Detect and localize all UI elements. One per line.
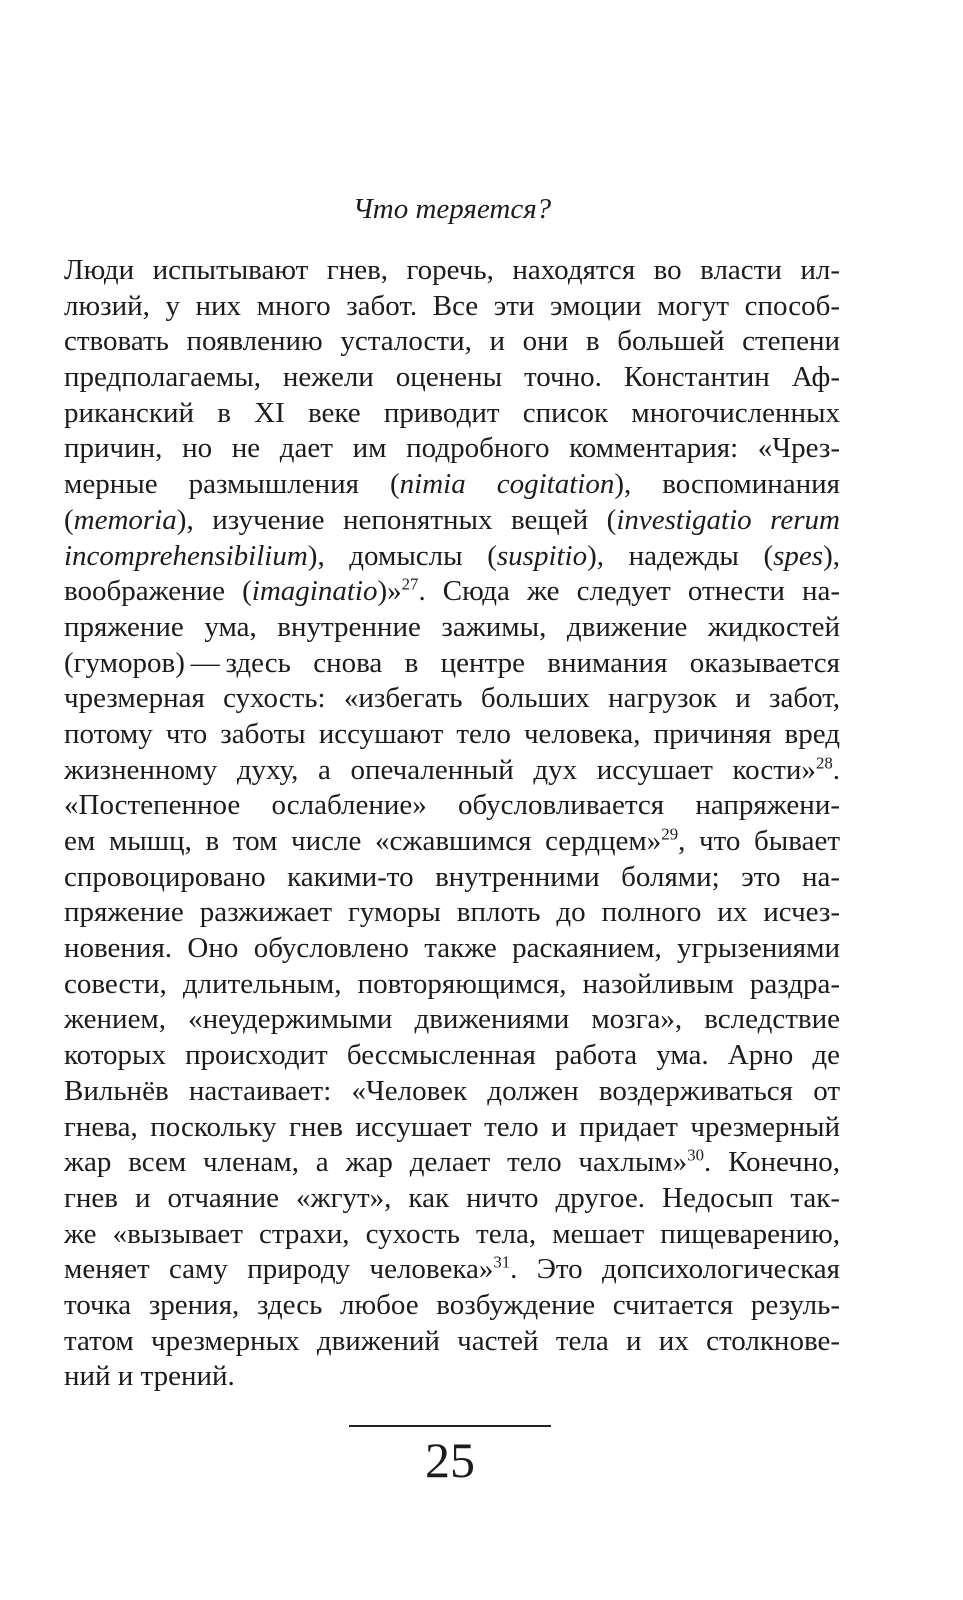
line-text (64, 1325, 840, 1357)
text-line (64, 574, 840, 610)
text-run: ем мышц, в том числе «сжавшимся сердцем» (64, 825, 662, 857)
text-line (64, 753, 840, 789)
text-line (64, 1359, 840, 1395)
line-text (64, 468, 840, 500)
text-line (64, 717, 840, 753)
line-text (64, 1075, 840, 1107)
text-line (64, 1074, 840, 1110)
text-run: предполагаемы, нежели оценены точно. Константин Аф- (64, 361, 840, 394)
line-text (64, 896, 840, 928)
text-line (64, 324, 840, 360)
line-text (64, 1218, 840, 1250)
text-line (64, 503, 840, 539)
text-line (64, 931, 840, 967)
line-text (64, 1360, 235, 1392)
line-text (64, 825, 840, 857)
text-run: которых происходит бессмысленная работа ума. Арно де (64, 1039, 840, 1072)
footnote-ref: 27 (401, 574, 419, 594)
italic-run: incomprehensibilium (64, 539, 308, 572)
italic-run: nimia cogitation (399, 468, 615, 501)
footnote-ref: 28 (815, 753, 833, 773)
text-run: ), изучение непонятных вещей ( (176, 503, 617, 536)
text-line (64, 681, 840, 717)
line-text (64, 504, 840, 536)
text-line (64, 467, 840, 503)
text-run: ствовать появлению усталости, и они в большей степени (64, 325, 840, 358)
text-run: Люди испытывают гнев, горечь, находятся во власти ил- (64, 254, 840, 286)
text-line (64, 1110, 840, 1146)
line-text (64, 1289, 840, 1321)
text-run: ), (823, 539, 841, 572)
text-line (64, 1252, 840, 1288)
line-text (64, 682, 840, 714)
text-line (64, 610, 840, 646)
line-text (64, 789, 840, 821)
italic-run: memoria (73, 503, 177, 536)
text-line (64, 1181, 840, 1217)
text-run: «Постепенное ослабление» обусловливается напряжени- (64, 789, 840, 822)
text-line (64, 646, 840, 682)
text-run: точка зрения, здесь любое возбуждение считается резуль- (64, 1288, 840, 1321)
text-line (64, 431, 840, 467)
text-line (64, 253, 840, 289)
line-text (64, 861, 840, 893)
page-number-rule (349, 1425, 551, 1427)
line-text (64, 647, 840, 679)
line-text (64, 932, 840, 964)
text-run: гнев и отчаяние «жгут», как ничто другое. Недосып так- (64, 1181, 840, 1214)
text-run: ), воспоминания (614, 468, 840, 501)
line-text (64, 1039, 840, 1071)
line-text (64, 254, 840, 286)
text-line (64, 824, 840, 860)
body-text (64, 253, 840, 1395)
text-run: пряжение ума, внутренние зажимы, движение жидкостей (64, 610, 840, 643)
text-run: новения. Оно обусловлено также раскаянием, угрызениями (64, 932, 840, 965)
text-line (64, 967, 840, 1003)
line-text (64, 290, 840, 322)
footnote-ref: 31 (493, 1252, 511, 1272)
text-run: ), домыслы ( (307, 539, 497, 572)
section-heading: Что теряется? (352, 193, 552, 225)
text-line (64, 1002, 840, 1038)
text-line (64, 396, 840, 432)
text-run: жар всем членам, а жар делает тело чахлым» (64, 1146, 688, 1179)
text-line (64, 360, 840, 396)
line-text (64, 754, 840, 786)
line-text (64, 361, 840, 393)
text-line (64, 860, 840, 896)
text-run: гнева, поскольку гнев иссушает тело и придает чрезмерный (64, 1110, 840, 1143)
line-text (64, 1182, 840, 1214)
text-line (64, 1288, 840, 1324)
text-line (64, 1145, 840, 1181)
text-run: мерные размышления ( (64, 468, 400, 501)
text-run: татом чрезмерных движений частей тела и их столкнове- (64, 1324, 840, 1357)
italic-run: imaginatio (251, 575, 378, 608)
text-run: потому что заботы иссушают тело человека, причиняя вред (64, 717, 840, 750)
italic-run: suspitio (496, 539, 588, 572)
text-run: ний и трений. (64, 1360, 235, 1393)
line-text (64, 611, 840, 643)
italic-run: investigatio rerum (616, 503, 840, 536)
text-run: . Сюда же следует отнести на- (418, 575, 840, 608)
line-text (64, 718, 840, 750)
line-text (64, 575, 840, 607)
text-run: чрезмерная сухость: «избегать больших нагрузок и забот, (64, 682, 840, 715)
line-text (64, 968, 840, 1000)
line-text (64, 1111, 840, 1143)
text-line (64, 539, 840, 575)
line-text (64, 1146, 840, 1178)
text-run: воображение ( (64, 575, 252, 608)
text-run: жением, «неудержимыми движениями мозга», вследствие (64, 1003, 840, 1036)
text-run: (гуморов) — здесь снова в центре внимания оказывается (64, 646, 840, 679)
text-run: . Это допсихологическая (510, 1253, 840, 1286)
text-run: риканский в XI веке приводит список многочисленных (64, 396, 840, 429)
text-line (64, 788, 840, 824)
text-run: ), надежды ( (587, 539, 774, 572)
text-run: )» (377, 575, 402, 608)
line-text (64, 325, 840, 357)
line-text (64, 540, 840, 572)
line-text (64, 1253, 840, 1285)
text-run: причин, но не дает им подробного комментария: «Чрез- (64, 432, 840, 465)
text-run: . Конечно, (704, 1146, 840, 1179)
text-run: меняет саму природу человека» (64, 1253, 494, 1286)
line-text (64, 432, 840, 464)
text-run: спровоцировано какими-то внутренними болями; это на- (64, 860, 840, 893)
text-run: . (832, 753, 840, 786)
text-run: , что бывает (678, 825, 841, 857)
text-run: жизненному духу, а опечаленный дух иссушает кости» (64, 753, 816, 786)
text-run: пряжение разжижает гуморы вплоть до полного их исчез- (64, 896, 840, 929)
text-run: совести, длительным, повторяющимся, назойливым раздра- (64, 967, 840, 1000)
line-text (64, 1003, 840, 1035)
text-line (64, 895, 840, 931)
text-run: ( (64, 503, 74, 536)
text-run: же «вызывает страхи, сухость тела, мешает пищеварению, (64, 1217, 840, 1250)
footnote-ref: 30 (687, 1145, 704, 1165)
page-number: 25 (425, 1432, 475, 1488)
italic-run: spes (773, 539, 824, 572)
footnote-ref: 29 (661, 824, 679, 844)
text-line (64, 1038, 840, 1074)
text-line (64, 1324, 840, 1360)
text-line (64, 1217, 840, 1253)
text-run: люзий, у них много забот. Все эти эмоции могут способ- (64, 289, 840, 322)
line-text (64, 397, 840, 429)
text-line (64, 289, 840, 325)
text-run: Вильнёв настаивает: «Человек должен воздерживаться от (64, 1074, 840, 1107)
